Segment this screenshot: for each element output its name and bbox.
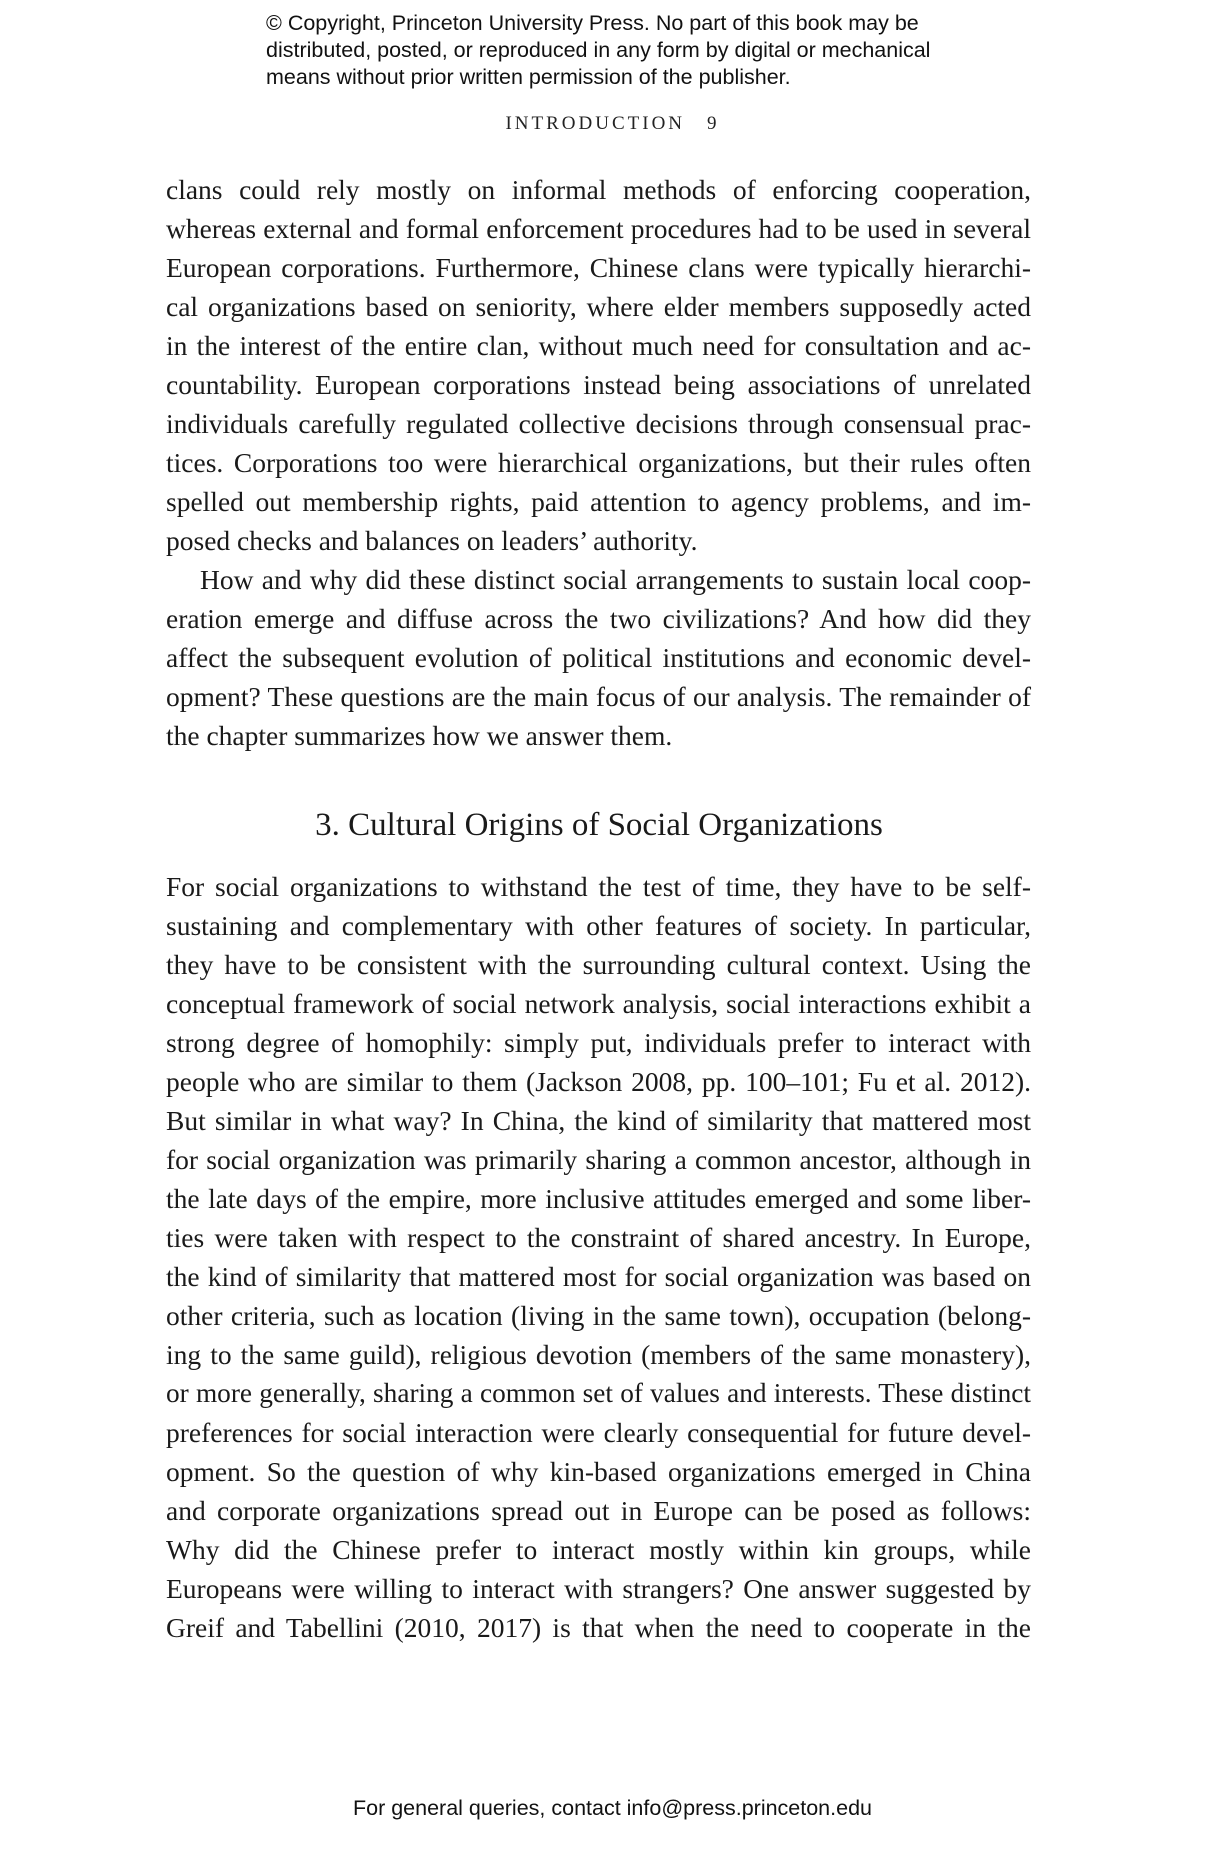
text-line: strong degree of homophily: simply put, individuals prefer to interact with — [166, 1027, 1031, 1058]
text-line: for social organization was primarily sharing a common ancestor, although in — [166, 1144, 1031, 1175]
text-line: spelled out membership rights, paid attention to agency problems, and im- — [166, 486, 1031, 517]
text-line: and corporate organizations spread out in Europe can be posed as follows: — [166, 1495, 1031, 1526]
text-line: the late days of the empire, more inclusive attitudes emerged and some liber- — [166, 1183, 1031, 1214]
text-line: in the interest of the entire clan, without much need for consultation and ac- — [166, 330, 1031, 361]
text-line: opment? These questions are the main focus of our analysis. The remainder of — [166, 681, 1031, 712]
copyright-notice — [266, 10, 1026, 91]
text-line: tices. Corporations too were hierarchical organizations, but their rules often — [166, 447, 1031, 478]
text-line: clans could rely mostly on informal methods of enforcing cooperation, — [166, 174, 1031, 205]
text-line: ing to the same guild), religious devotion (members of the same monastery), — [166, 1339, 1031, 1370]
text-line: Why did the Chinese prefer to interact mostly within kin groups, while — [166, 1534, 1031, 1565]
text-line: cal organizations based on seniority, where elder members supposedly acted — [166, 291, 1031, 322]
paragraph-2 — [166, 560, 1031, 755]
text-line: preferences for social interaction were clearly consequential for future devel- — [166, 1417, 1031, 1448]
text-line: But similar in what way? In China, the kind of similarity that mattered most — [166, 1105, 1031, 1136]
running-head — [0, 113, 1225, 135]
copyright-line: distributed, posted, or reproduced in any form by digital or mechanical — [266, 38, 931, 62]
paragraph-1 — [166, 170, 1031, 560]
text-line: conceptual framework of social network analysis, social interactions exhibit a — [166, 988, 1031, 1019]
footer-contact: For general queries, contact info@press.princeton.edu — [352, 1796, 872, 1820]
text-line: the chapter summarizes how we answer them. — [166, 720, 673, 751]
text-line: people who are similar to them (Jackson 2008, pp. 100–101; Fu et al. 2012). — [166, 1066, 1031, 1097]
running-head-title: INTRODUCTION — [505, 113, 686, 134]
text-line: whereas external and formal enforcement procedures had to be used in several — [166, 213, 1031, 244]
text-line: How and why did these distinct social arrangements to sustain local coop- — [200, 564, 1031, 595]
section-heading: 3. Cultural Origins of Social Organizations — [315, 807, 883, 843]
paragraph-3 — [166, 867, 1031, 1647]
text-line: For social organizations to withstand the test of time, they have to be self- — [166, 871, 1031, 902]
page-number: 9 — [707, 113, 720, 134]
text-line: European corporations. Furthermore, Chinese clans were typically hierarchi- — [166, 252, 1031, 283]
text-line: ties were taken with respect to the constraint of shared ancestry. In Europe, — [166, 1222, 1031, 1253]
text-line: eration emerge and diffuse across the two civilizations? And how did they — [166, 603, 1031, 634]
text-line: sustaining and complementary with other features of society. In particular, — [166, 910, 1031, 941]
copyright-line: © Copyright, Princeton University Press. No part of this book may be — [266, 11, 919, 35]
text-line: affect the subsequent evolution of political institutions and economic devel- — [166, 642, 1031, 673]
text-line: the kind of similarity that mattered most for social organization was based on — [166, 1261, 1031, 1292]
text-line: posed checks and balances on leaders’ authority. — [166, 525, 698, 556]
text-line: other criteria, such as location (living in the same town), occupation (belong- — [166, 1300, 1031, 1331]
text-line: countability. European corporations instead being associations of unrelated — [166, 369, 1031, 400]
text-line: they have to be consistent with the surrounding cultural context. Using the — [166, 949, 1031, 980]
text-line: Greif and Tabellini (2010, 2017) is that when the need to cooperate in the — [166, 1612, 1031, 1643]
text-line: individuals carefully regulated collective decisions through consensual prac- — [166, 408, 1031, 439]
text-line: opment. So the question of why kin-based organizations emerged in China — [166, 1456, 1031, 1487]
copyright-line: means without prior written permission of the publisher. — [266, 65, 791, 89]
text-line: Europeans were willing to interact with strangers? One answer suggested by — [166, 1573, 1031, 1604]
text-line: or more generally, sharing a common set of values and interests. These distinct — [166, 1378, 1031, 1408]
